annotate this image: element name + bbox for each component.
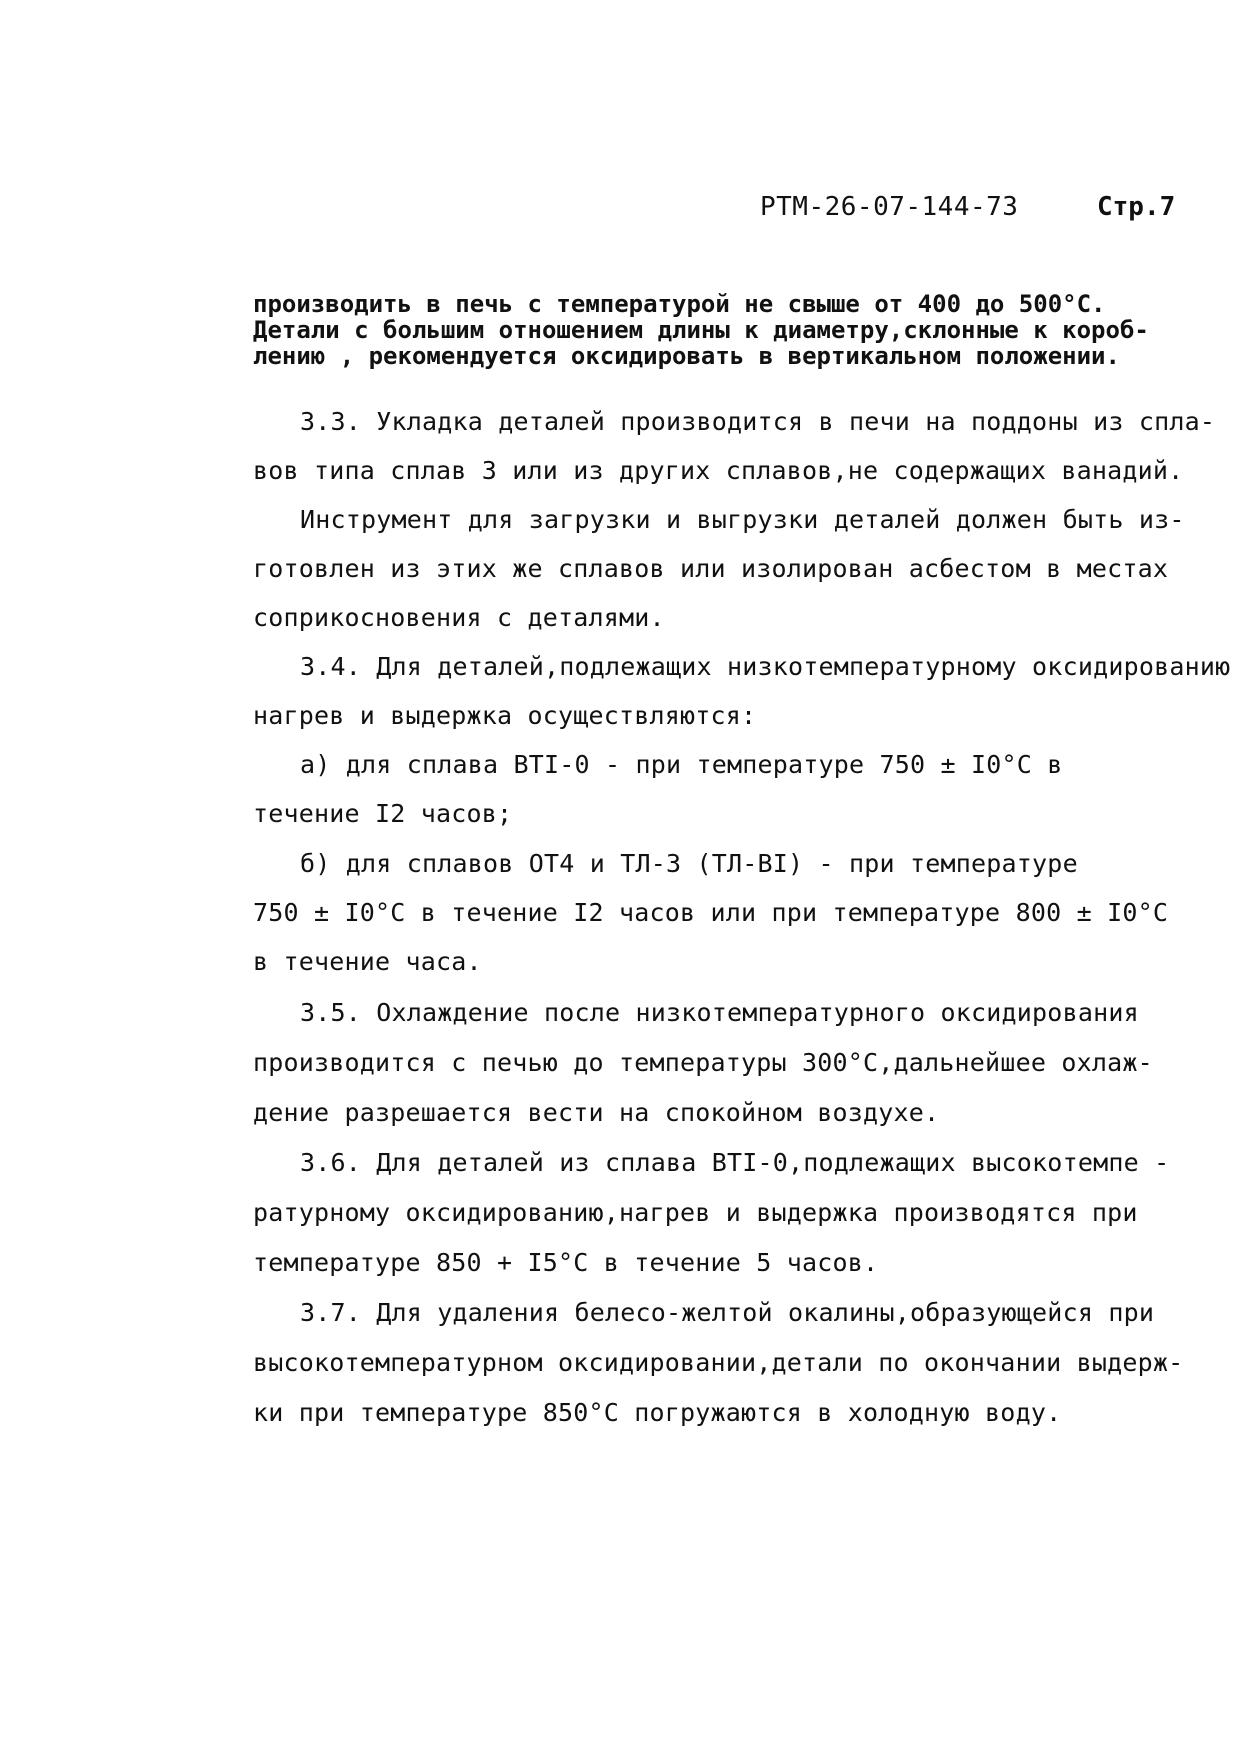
text-line: ки при температуре 850°С погружаются в холодную воду. — [253, 1398, 1062, 1427]
text-line: 3.6. Для деталей из сплава ВТI-0,подлежащих высокотемпе - — [300, 1148, 1170, 1177]
text-line: 3.7. Для удаления белесо-желтой окалины,образующейся при — [300, 1298, 1155, 1327]
text-line: б) для сплавов ОТ4 и ТЛ-3 (ТЛ-ВI) - при температуре — [300, 849, 1078, 878]
text-line: Инструмент для загрузки и выгрузки деталей должен быть из- — [300, 505, 1185, 534]
text-line: готовлен из этих же сплавов или изолирован асбестом в местах — [253, 554, 1169, 583]
text-line: Детали с большим отношением длины к диаметру,склонные к короб- — [253, 316, 1149, 344]
text-line: течение I2 часов; — [253, 799, 513, 828]
text-line: ратурному оксидированию,нагрев и выдержка производятся при — [253, 1198, 1138, 1227]
page-number: Стр.7 — [1097, 192, 1176, 222]
document-code: РТМ-26-07-144-73 — [760, 192, 1019, 222]
text-line: температуре 850 + I5°С в течение 5 часов. — [253, 1248, 879, 1277]
text-line: высокотемпературном оксидировании,детали по окончании выдерж- — [253, 1348, 1184, 1377]
text-line: лению , рекомендуется оксидировать в вертикальном положении. — [253, 342, 1120, 370]
text-line: вов типа сплав 3 или из других сплавов,не содержащих ванадий. — [253, 456, 1184, 485]
text-line: 3.4. Для деталей,подлежащих низкотемпературному оксидированию — [300, 652, 1231, 681]
text-line: дение разрешается вести на спокойном воздухе. — [253, 1098, 940, 1127]
text-line: производить в печь с температурой не свыше от 400 до 500°С. — [253, 290, 1106, 318]
text-line: а) для сплава ВТI-0 - при температуре 750 ± I0°С в — [300, 750, 1063, 779]
text-line: 750 ± I0°С в течение I2 часов или при температуре 800 ± I0°С — [253, 898, 1169, 927]
text-line: 3.3. Укладка деталей производится в печи на поддоны из спла- — [300, 407, 1216, 436]
text-line: 3.5. Охлаждение после низкотемпературного оксидирования — [300, 998, 1139, 1027]
text-line: нагрев и выдержка осуществляются: — [253, 701, 757, 730]
text-line: производится с печью до температуры 300°С,дальнейшее охлаж- — [253, 1048, 1153, 1077]
text-line: соприкосновения с деталями. — [253, 603, 665, 632]
text-line: в течение часа. — [253, 947, 482, 976]
